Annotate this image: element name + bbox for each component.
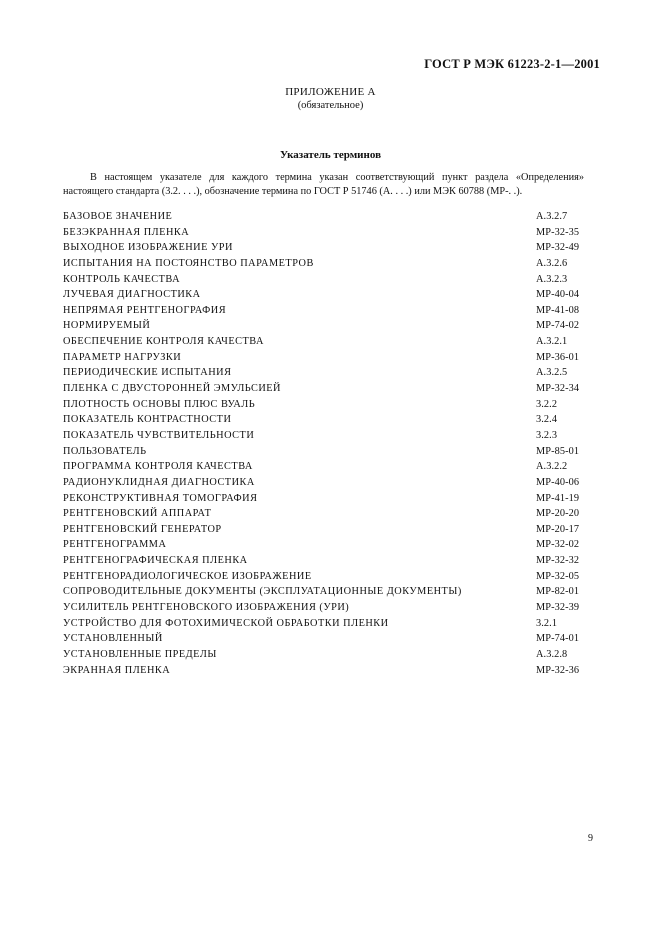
term-name: ОБЕСПЕЧЕНИЕ КОНТРОЛЯ КАЧЕСТВА <box>63 336 264 348</box>
term-name: УСТАНОВЛЕННЫЕ ПРЕДЕЛЫ <box>63 648 217 660</box>
term-row <box>63 584 588 600</box>
term-reference: МР-36-01 <box>536 351 580 363</box>
term-reference: А.3.2.7 <box>536 211 568 222</box>
term-name: БАЗОВОЕ ЗНАЧЕНИЕ <box>63 211 173 222</box>
term-row <box>63 444 588 460</box>
term-name: КОНТРОЛЬ КАЧЕСТВА <box>63 273 181 285</box>
term-reference: МР-74-01 <box>536 633 580 645</box>
term-reference: МР-40-04 <box>536 289 580 301</box>
term-name: РЕНТГЕНОГРАММА <box>63 539 167 551</box>
term-reference: А.3.2.2 <box>536 461 568 473</box>
term-reference: МР-41-08 <box>536 304 580 316</box>
term-reference: 3.2.4 <box>536 414 558 426</box>
page-number: 9 <box>588 833 593 844</box>
term-reference: МР-32-05 <box>536 570 580 582</box>
term-row <box>63 506 588 522</box>
appendix-title: ПРИЛОЖЕНИЕ А <box>285 86 376 98</box>
term-row <box>63 272 588 288</box>
term-reference: МР-82-01 <box>536 586 580 598</box>
appendix-heading <box>0 86 661 112</box>
term-row <box>63 522 588 538</box>
term-reference: МР-32-49 <box>536 242 580 254</box>
term-name: ВЫХОДНОЕ ИЗОБРАЖЕНИЕ УРИ <box>63 242 233 254</box>
term-name: РЕНТГЕНОВСКИЙ ГЕНЕРАТОР <box>63 523 222 535</box>
term-row <box>63 318 588 334</box>
appendix-subtitle: (обязательное) <box>297 100 364 111</box>
term-name: ПОКАЗАТЕЛЬ ЧУВСТВИТЕЛЬНОСТИ <box>63 429 255 441</box>
term-name: НЕПРЯМАЯ РЕНТГЕНОГРАФИЯ <box>63 304 227 316</box>
term-reference: 3.2.1 <box>536 617 558 629</box>
term-reference: А.3.2.5 <box>536 367 568 379</box>
term-row <box>63 303 588 319</box>
terms-list <box>63 209 588 678</box>
term-row <box>63 600 588 616</box>
term-row <box>63 381 588 397</box>
term-row <box>63 334 588 350</box>
term-reference: МР-20-17 <box>536 523 580 535</box>
term-name: ЭКРАННАЯ ПЛЕНКА <box>63 664 171 676</box>
term-reference: А.3.2.3 <box>536 273 568 285</box>
term-name: ПЛЕНКА С ДВУСТОРОННЕЙ ЭМУЛЬСИЕЙ <box>63 383 281 395</box>
term-name: УСТАНОВЛЕННЫЙ <box>63 633 163 645</box>
term-name: ПОЛЬЗОВАТЕЛЬ <box>63 445 147 457</box>
term-row <box>63 225 588 241</box>
term-name: УСТРОЙСТВО ДЛЯ ФОТОХИМИЧЕСКОЙ ОБРАБОТКИ ПЛЕНКИ <box>63 617 389 629</box>
term-row <box>63 428 588 444</box>
term-row <box>63 663 588 679</box>
term-reference: МР-41-19 <box>536 492 580 504</box>
term-name: ПАРАМЕТР НАГРУЗКИ <box>63 351 182 363</box>
index-intro: В настоящем указателе для каждого термина указан соответствующий пункт раздела «Определения» настоящего стандарта (3.2. . . .), обозначение термина по ГОСТ Р 51746 (А. . . .) или МЭК 60788 (МР-. .). <box>63 172 584 197</box>
term-reference: 3.2.3 <box>536 429 558 441</box>
term-reference: МР-32-02 <box>536 539 580 551</box>
term-row <box>63 256 588 272</box>
term-row <box>63 537 588 553</box>
term-row <box>63 553 588 569</box>
term-row <box>63 287 588 303</box>
term-row <box>63 475 588 491</box>
term-reference: МР-32-35 <box>536 226 580 238</box>
term-row <box>63 350 588 366</box>
document-header: ГОСТ Р МЭК 61223-2-1—2001 <box>424 57 600 71</box>
term-row <box>63 647 588 663</box>
term-row <box>63 491 588 507</box>
index-title: Указатель терминов <box>279 149 382 161</box>
term-name: ПРОГРАММА КОНТРОЛЯ КАЧЕСТВА <box>63 461 253 473</box>
term-name: РЕНТГЕНОРАДИОЛОГИЧЕСКОЕ ИЗОБРАЖЕНИЕ <box>63 570 312 582</box>
term-name: ИСПЫТАНИЯ НА ПОСТОЯНСТВО ПАРАМЕТРОВ <box>63 257 314 269</box>
term-name: ПЛОТНОСТЬ ОСНОВЫ ПЛЮС ВУАЛЬ <box>63 398 256 410</box>
term-name: СОПРОВОДИТЕЛЬНЫЕ ДОКУМЕНТЫ (ЭКСПЛУАТАЦИОННЫЕ ДОКУМЕНТЫ) <box>63 586 462 598</box>
term-name: БЕЗЭКРАННАЯ ПЛЕНКА <box>63 226 190 238</box>
term-name: РЕКОНСТРУКТИВНАЯ ТОМОГРАФИЯ <box>63 492 258 504</box>
term-name: ПОКАЗАТЕЛЬ КОНТРАСТНОСТИ <box>63 414 232 426</box>
term-reference: МР-32-32 <box>536 555 580 567</box>
term-name: РЕНТГЕНОВСКИЙ АППАРАТ <box>63 508 212 520</box>
term-name: РАДИОНУКЛИДНАЯ ДИАГНОСТИКА <box>63 476 255 488</box>
term-name: ПЕРИОДИЧЕСКИЕ ИСПЫТАНИЯ <box>63 367 232 379</box>
term-row <box>63 240 588 256</box>
term-row <box>63 365 588 381</box>
term-row <box>63 569 588 585</box>
term-reference: А.3.2.6 <box>536 257 568 269</box>
term-reference: МР-32-34 <box>536 383 580 395</box>
term-row <box>63 412 588 428</box>
term-reference: А.3.2.8 <box>536 648 568 660</box>
term-name: НОРМИРУЕМЫЙ <box>63 320 151 332</box>
term-row <box>63 397 588 413</box>
term-name: УСИЛИТЕЛЬ РЕНТГЕНОВСКОГО ИЗОБРАЖЕНИЯ (УРИ) <box>63 602 350 614</box>
term-row <box>63 616 588 632</box>
term-row <box>63 209 588 225</box>
term-reference: А.3.2.1 <box>536 336 568 348</box>
term-reference: МР-32-36 <box>536 664 580 676</box>
term-reference: МР-20-20 <box>536 508 580 520</box>
term-reference: МР-40-06 <box>536 476 580 488</box>
term-reference: МР-32-39 <box>536 602 580 614</box>
term-row <box>63 631 588 647</box>
term-name: ЛУЧЕВАЯ ДИАГНОСТИКА <box>63 289 201 301</box>
term-name: РЕНТГЕНОГРАФИЧЕСКАЯ ПЛЕНКА <box>63 555 248 567</box>
term-reference: 3.2.2 <box>536 398 558 410</box>
term-reference: МР-85-01 <box>536 445 580 457</box>
term-row <box>63 459 588 475</box>
term-reference: МР-74-02 <box>536 320 580 332</box>
